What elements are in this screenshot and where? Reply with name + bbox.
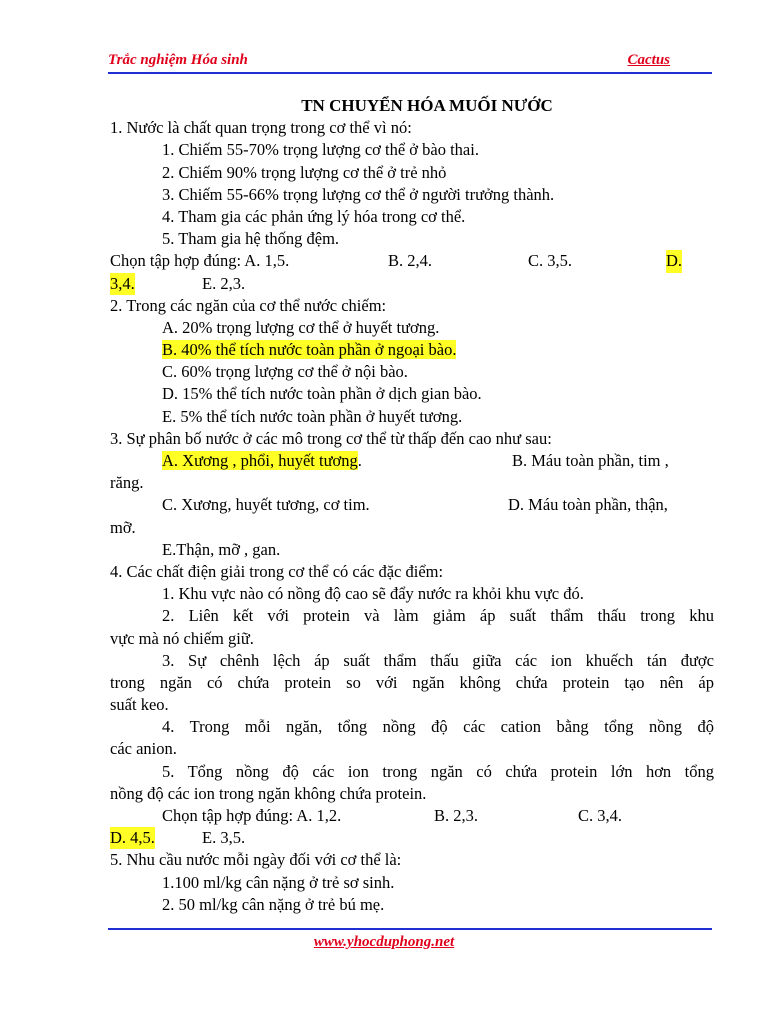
q3-option-b-cont: răng. <box>110 473 144 493</box>
q3-row-2 <box>110 494 714 516</box>
q3-option-d-cont: mỡ. <box>110 517 136 537</box>
q2-option-d: D. 15% thể tích nước toàn phần ở dịch gian bào. <box>162 384 482 404</box>
header-title: Trắc nghiệm Hóa sinh <box>108 52 248 68</box>
q2-option-b-row <box>110 339 714 361</box>
footer-link[interactable]: www.yhocduphong.net <box>313 934 455 950</box>
q5-item-2: 2. 50 ml/kg cân nặng ở trẻ bú mẹ. <box>162 894 385 914</box>
q4-option-c: C. 3,4. <box>578 806 623 825</box>
q4-option-b: B. 2,3. <box>434 806 479 825</box>
q3-option-b: B. Máu toàn phần, tim , <box>512 451 669 470</box>
q4-answers-cont <box>110 827 714 849</box>
q5-item-1: 1.100 ml/kg cân nặng ở trẻ sơ sinh. <box>162 872 395 892</box>
q2-option-a: A. 20% trọng lượng cơ thể ở huyết tương. <box>162 317 440 337</box>
q4-item-5-line-1: 5. Tổng nồng độ các ion trong ngăn có chứa protein lớn hơn tổng <box>162 761 714 781</box>
q4-item-3-line-3: suất keo. <box>110 695 169 715</box>
q1-option-d: D. <box>666 250 682 272</box>
q3-option-d: D. Máu toàn phần, thận, <box>508 495 668 515</box>
q1-option-d-value: 3,4. <box>110 273 135 295</box>
q3-option-a: A. Xương , phổi, huyết tương <box>162 451 358 470</box>
q2-option-b: B. 40% thể tích nước toàn phần ở ngoại bào. <box>162 340 457 360</box>
q1-item-4: 4. Tham gia các phản ứng lý hóa trong cơ thể. <box>162 206 466 226</box>
q1-item-3: 3. Chiếm 55-66% trọng lượng cơ thể ở người trưởng thành. <box>162 184 555 204</box>
q4-item-3-line-1: 3. Sự chênh lệch áp suất thẩm thấu giữa các ion khuếch tán được <box>162 650 714 670</box>
q2-option-e: E. 5% thể tích nước toàn phần ở huyết tương. <box>162 406 463 426</box>
q4-item-2-line-1: 2. Liên kết với protein và làm giảm áp suất thẩm thấu trong khu <box>162 606 714 626</box>
header-author: Cactus <box>627 52 670 68</box>
q1-option-c: C. 3,5. <box>528 251 573 271</box>
q2-stem: 2. Trong các ngăn của cơ thể nước chiếm: <box>110 295 387 315</box>
q3-option-a-wrap <box>162 450 362 472</box>
q1-answers-cont <box>110 273 714 295</box>
q4-item-1: 1. Khu vực nào có nồng độ cao sẽ đẩy nước ra khỏi khu vực đó. <box>162 584 584 604</box>
document-title: TN CHUYỂN HÓA MUỐI NƯỚC <box>301 96 553 115</box>
page-header <box>108 52 712 74</box>
q4-item-2-line-2: vực mà nó chiếm giữ. <box>110 628 254 648</box>
page-footer <box>0 934 768 951</box>
q1-answers <box>110 250 714 272</box>
q4-item-4-line-1: 4. Trong mỗi ngăn, tổng nồng độ các cation bằng tổng nồng độ <box>162 717 714 737</box>
q1-item-5: 5. Tham gia hệ thống đệm. <box>162 229 340 249</box>
q4-stem: 4. Các chất điện giải trong cơ thể có các đặc điểm: <box>110 561 444 581</box>
q1-stem: 1. Nước là chất quan trọng trong cơ thể vì nó: <box>110 118 412 138</box>
q3-row-1 <box>110 450 714 472</box>
q4-item-4-line-2: các anion. <box>110 739 177 759</box>
q3-option-c: C. Xương, huyết tương, cơ tim. <box>162 495 370 515</box>
q3-option-a-dot: . <box>357 451 362 470</box>
q1-item-1: 1. Chiếm 55-70% trọng lượng cơ thể ở bào thai. <box>162 140 479 160</box>
header-rule <box>108 72 712 74</box>
q3-stem: 3. Sự phân bố nước ở các mô trong cơ thể từ thấp đến cao như sau: <box>110 428 552 448</box>
q3-option-e: E.Thận, mỡ , gan. <box>162 539 281 559</box>
footer-rule <box>108 928 712 930</box>
q4-option-d: D. 4,5. <box>110 827 155 849</box>
q4-option-e: E. 3,5. <box>202 828 246 848</box>
q2-option-c: C. 60% trọng lượng cơ thể ở nội bào. <box>162 362 408 382</box>
q1-item-2: 2. Chiếm 90% trọng lượng cơ thể ở trẻ nhỏ <box>162 162 447 182</box>
q4-item-3-line-2: trong ngăn có chứa protein so với ngăn không chứa protein tạo nên áp <box>110 672 714 692</box>
q1-choose: Chọn tập hợp đúng: A. 1,5. <box>110 251 290 271</box>
q4-item-5-line-2: nồng độ các ion trong ngăn không chứa protein. <box>110 783 427 803</box>
q4-answers <box>110 805 714 827</box>
q1-option-b: B. 2,4. <box>388 251 433 271</box>
document-body <box>110 95 714 916</box>
q4-choose: Chọn tập hợp đúng: A. 1,2. <box>162 806 342 825</box>
q1-option-e: E. 2,3. <box>202 273 246 293</box>
q5-stem: 5. Nhu cầu nước mỗi ngày đối với cơ thể là: <box>110 850 402 870</box>
